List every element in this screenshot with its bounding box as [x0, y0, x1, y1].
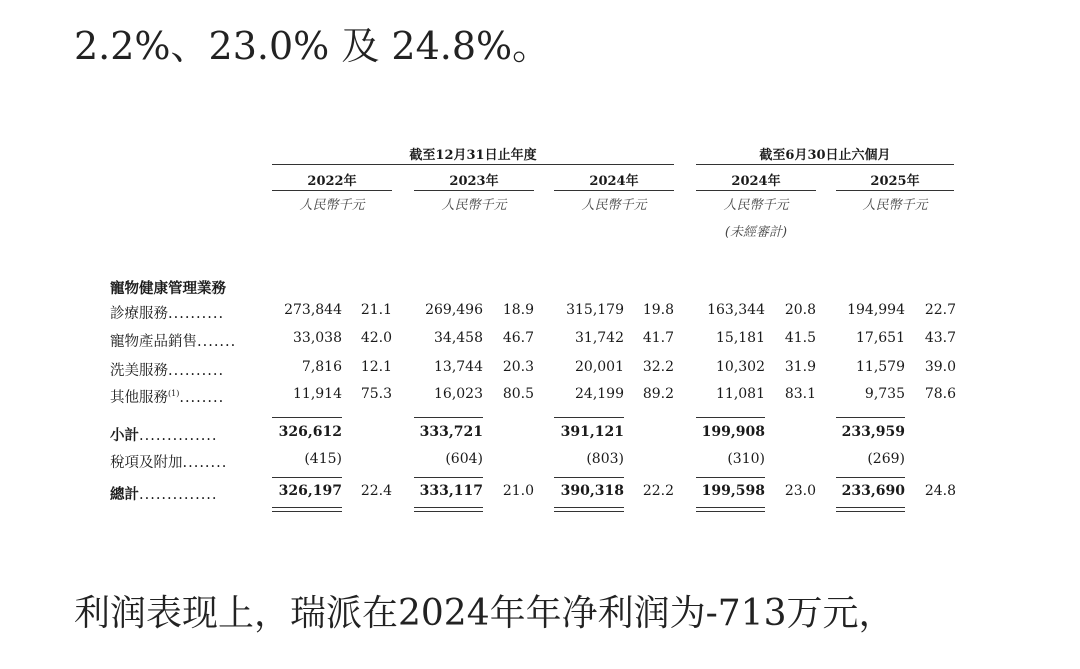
cell-percent: 21.1: [360, 302, 392, 318]
subtotal-rule: [836, 417, 905, 418]
total-double-rule: [272, 507, 342, 508]
cell-percent: 41.7: [642, 330, 674, 346]
group-header-sixmonth-rule: [696, 164, 954, 165]
subtotal-rule: [414, 417, 483, 418]
cell-percent: 75.3: [360, 386, 392, 402]
cell-amount: 11,081: [716, 386, 765, 402]
total-double-rule: [696, 511, 765, 512]
cell-percent: 46.7: [502, 330, 534, 346]
subtotal-rule: [696, 417, 765, 418]
cell-percent: 22.2: [642, 483, 674, 499]
cell-percent: 22.4: [360, 483, 392, 499]
cell-amount: 10,302: [716, 359, 765, 375]
cell-percent: 31.9: [784, 359, 816, 375]
unit-label: 人民幣千元: [441, 198, 507, 213]
year-header: 2024年: [589, 174, 639, 189]
cell-amount: (803): [586, 451, 624, 467]
cell-percent: 39.0: [924, 359, 956, 375]
cell-amount: 391,121: [560, 424, 624, 440]
cell-amount: 24,199: [575, 386, 624, 402]
cell-amount: 17,651: [856, 330, 905, 346]
total-rule: [414, 477, 483, 478]
row-label-text: 總計: [110, 486, 139, 503]
unit-label: 人民幣千元: [723, 198, 789, 213]
cell-percent: 12.1: [360, 359, 392, 375]
cell-amount: 16,023: [434, 386, 483, 402]
subtotal-rule: [272, 417, 342, 418]
year-header-rule: [272, 190, 392, 191]
footnote-marker: (1): [168, 389, 180, 399]
cell-amount: 315,179: [566, 302, 624, 318]
row-label-text: 其他服務: [110, 390, 168, 406]
total-rule: [696, 477, 765, 478]
total-rule: [272, 477, 342, 478]
cell-amount: 34,458: [434, 330, 483, 346]
row-label: [110, 483, 218, 504]
cell-percent: 78.6: [924, 386, 956, 402]
unit-label: 人民幣千元: [581, 198, 647, 213]
cell-amount: 333,117: [419, 483, 483, 499]
row-label: [110, 330, 236, 351]
group-header-annual: 截至12月31日止年度: [409, 148, 537, 163]
cell-amount: 333,721: [419, 424, 483, 440]
total-double-rule: [836, 511, 905, 512]
cell-amount: 20,001: [575, 359, 624, 375]
cell-amount: 13,744: [434, 359, 483, 375]
cell-amount: 273,844: [284, 302, 342, 318]
cell-amount: 7,816: [301, 359, 342, 375]
total-double-rule: [414, 507, 483, 508]
total-double-rule: [272, 511, 342, 512]
cell-percent: 42.0: [360, 330, 392, 346]
total-double-rule: [696, 507, 765, 508]
year-header-rule: [696, 190, 816, 191]
cell-amount: 233,690: [841, 483, 905, 499]
row-label: [110, 451, 227, 472]
cell-percent: 20.8: [784, 302, 816, 318]
unit-label: 人民幣千元: [862, 198, 928, 213]
cell-percent: 24.8: [924, 483, 956, 499]
cell-percent: 89.2: [642, 386, 674, 402]
cell-amount: 199,598: [701, 483, 765, 499]
row-label: [110, 359, 224, 380]
cell-amount: (415): [304, 451, 342, 467]
cell-percent: 41.5: [784, 330, 816, 346]
leader-dots: ..........: [168, 363, 225, 379]
leader-dots: ........: [179, 390, 225, 406]
cell-amount: 11,914: [293, 386, 342, 402]
total-rule: [836, 477, 905, 478]
cell-amount: 326,197: [278, 483, 342, 499]
year-header: 2022年: [307, 174, 357, 189]
total-double-rule: [414, 511, 483, 512]
cell-amount: 194,994: [847, 302, 905, 318]
cell-amount: 390,318: [560, 483, 624, 499]
cell-percent: 20.3: [502, 359, 534, 375]
unaudited-label: (未經審計): [724, 225, 788, 240]
total-rule: [554, 477, 624, 478]
row-label: [110, 386, 224, 407]
cell-percent: 18.9: [502, 302, 534, 318]
year-header-rule: [414, 190, 534, 191]
group-header-annual-rule: [272, 164, 674, 165]
total-double-rule: [554, 511, 624, 512]
cell-amount: 11,579: [856, 359, 905, 375]
leader-dots: ..............: [139, 428, 218, 444]
cell-percent: 83.1: [784, 386, 816, 402]
row-label-text: 稅項及附加: [110, 455, 183, 471]
cell-amount: 15,181: [716, 330, 765, 346]
section-header: 寵物健康管理業務: [110, 280, 226, 297]
cell-percent: 23.0: [784, 483, 816, 499]
year-header-rule: [836, 190, 954, 191]
cell-amount: 163,344: [707, 302, 765, 318]
cell-amount: 269,496: [425, 302, 483, 318]
cell-amount: 33,038: [293, 330, 342, 346]
row-label: [110, 302, 224, 323]
cell-amount: 199,908: [701, 424, 765, 440]
cell-amount: (310): [727, 451, 765, 467]
cell-amount: 326,612: [278, 424, 342, 440]
group-header-sixmonth: 截至6月30日止六個月: [759, 148, 891, 163]
cell-percent: 43.7: [924, 330, 956, 346]
year-header-rule: [554, 190, 674, 191]
cell-amount: 9,735: [864, 386, 905, 402]
row-label-text: 寵物產品銷售: [110, 334, 197, 350]
paragraph-bottom: 利润表现上，瑞派在2024年年净利润为-713万元，: [74, 593, 895, 634]
row-label: [110, 424, 218, 445]
row-label-text: 洗美服務: [110, 363, 168, 379]
leader-dots: .......: [197, 334, 237, 350]
year-header: 2024年: [731, 174, 781, 189]
row-label-text: 小計: [110, 427, 139, 444]
total-double-rule: [836, 507, 905, 508]
leader-dots: ........: [182, 455, 228, 471]
row-label-text: 診療服務: [110, 306, 168, 322]
year-header: 2023年: [449, 174, 499, 189]
year-header: 2025年: [870, 174, 920, 189]
cell-percent: 19.8: [642, 302, 674, 318]
leader-dots: ..............: [139, 487, 218, 503]
cell-amount: 31,742: [575, 330, 624, 346]
cell-percent: 21.0: [502, 483, 534, 499]
subtotal-rule: [554, 417, 624, 418]
cell-amount: (604): [445, 451, 483, 467]
cell-amount: (269): [867, 451, 905, 467]
total-double-rule: [554, 507, 624, 508]
leader-dots: ..........: [168, 306, 225, 322]
cell-percent: 32.2: [642, 359, 674, 375]
paragraph-top: 2.2%、23.0% 及 24.8%。: [74, 24, 551, 68]
cell-amount: 233,959: [841, 424, 905, 440]
cell-percent: 22.7: [924, 302, 956, 318]
cell-percent: 80.5: [502, 386, 534, 402]
unit-label: 人民幣千元: [299, 198, 365, 213]
